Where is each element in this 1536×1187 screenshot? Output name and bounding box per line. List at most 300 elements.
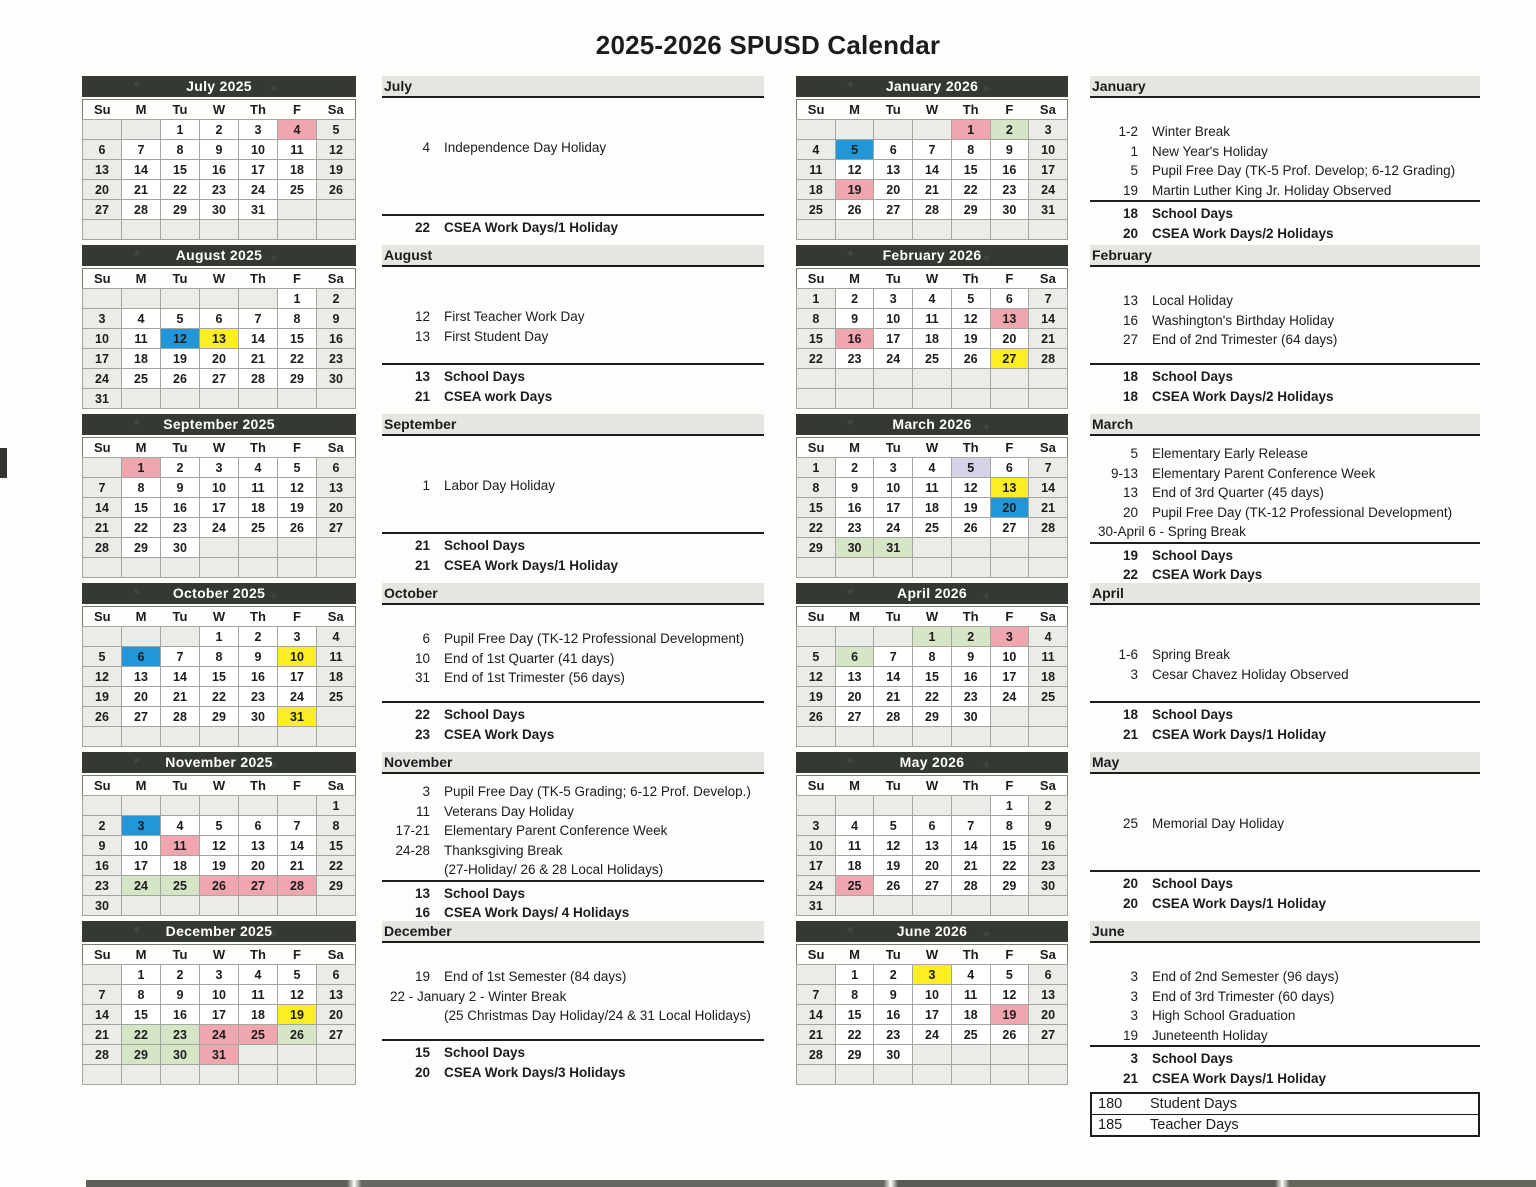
day-cell: 11: [1029, 647, 1068, 667]
day-cell: [122, 1065, 161, 1085]
day-cell: 24: [874, 349, 913, 369]
day-cell: 4: [239, 965, 278, 985]
day-cell: [83, 1065, 122, 1085]
day-cell: 22: [317, 856, 356, 876]
day-cell: 27: [835, 707, 874, 727]
day-cell: 23: [239, 687, 278, 707]
day-cell: 29: [990, 876, 1029, 896]
day-cell: 10: [1029, 140, 1068, 160]
day-cell: [835, 220, 874, 240]
weekday-header: Tu: [885, 947, 901, 962]
day-cell: 15: [835, 1005, 874, 1025]
weekday-header: M: [135, 778, 147, 793]
day-cell: 6: [239, 816, 278, 836]
weekday-header: M: [849, 947, 860, 962]
day-cell: 10: [200, 985, 239, 1005]
day-cell: [797, 627, 836, 647]
week-row: [83, 965, 356, 985]
event-row: [1090, 967, 1480, 987]
weekday-header: Th: [962, 271, 979, 286]
event-date: 3: [1130, 666, 1138, 682]
weekday-header: Sa: [1039, 102, 1056, 117]
month-notes: [1090, 414, 1480, 583]
day-cell: 25: [797, 200, 836, 220]
day-cell: 3: [239, 120, 278, 140]
summary-label: CSEA work Days: [444, 388, 553, 404]
event-label: Winter Break: [1152, 124, 1231, 139]
month-calendar: [82, 583, 356, 752]
summary-label: School Days: [1152, 369, 1234, 384]
weekday-header: M: [849, 271, 860, 286]
day-cell: 16: [161, 1005, 200, 1025]
day-cell: [835, 896, 874, 916]
week-row: [83, 349, 356, 369]
day-cell: 13: [317, 478, 356, 498]
summary-label: School Days: [1152, 707, 1234, 722]
summary-row: [382, 705, 764, 725]
day-cell: [317, 538, 356, 558]
weekday-header: F: [1005, 440, 1014, 455]
day-cell: 15: [200, 667, 239, 687]
event-date: 25: [1122, 816, 1138, 831]
day-cell: [83, 558, 122, 578]
weekday-header: Tu: [885, 271, 901, 286]
month-notes-title: September: [382, 414, 764, 436]
month-summary: [382, 1039, 764, 1082]
day-cell: 29: [797, 538, 836, 558]
month-notes-title: November: [382, 752, 764, 774]
day-cell: 13: [122, 667, 161, 687]
weekday-header: Su: [807, 271, 825, 286]
month-events: [382, 629, 764, 688]
day-cell: [239, 1065, 278, 1085]
event-row: 22 - January 2 - Winter Break: [390, 988, 567, 1004]
day-cell: 1: [951, 120, 990, 140]
day-cell: 13: [200, 329, 239, 349]
day-cell: [278, 1045, 317, 1065]
day-cell: [1029, 538, 1068, 558]
event-date: [382, 1006, 430, 1026]
day-cell: 5: [161, 309, 200, 329]
day-cell: 2: [874, 965, 913, 985]
page-title: 2025-2026 SPUSD Calendar: [595, 30, 941, 60]
week-row: [797, 647, 1068, 667]
day-cell: 7: [1029, 458, 1068, 478]
day-cell: [83, 458, 122, 478]
day-cell: 7: [951, 816, 990, 836]
day-cell: 26: [161, 369, 200, 389]
day-cell: [990, 896, 1029, 916]
day-cell: 24: [797, 876, 836, 896]
event-date: 24-28: [395, 842, 430, 858]
day-cell: 26: [278, 518, 317, 538]
day-cell: [239, 796, 278, 816]
event-row: [1090, 503, 1480, 523]
day-cell: 28: [951, 876, 990, 896]
day-cell: [83, 220, 122, 240]
day-cell: 26: [951, 349, 990, 369]
day-cell: [874, 896, 913, 916]
day-cell: 27: [990, 349, 1029, 369]
month-calendar: [796, 245, 1068, 414]
week-row: [797, 687, 1068, 707]
day-cell: 11: [278, 140, 317, 160]
day-cell: 26: [797, 707, 836, 727]
summary-row: [382, 1063, 764, 1083]
event-label: Elementary Parent Conference Week: [444, 823, 668, 838]
weekday-header: Su: [807, 440, 825, 455]
event-date: 4: [422, 140, 430, 155]
week-row: [83, 329, 356, 349]
day-cell: 16: [200, 160, 239, 180]
day-cell: 2: [200, 120, 239, 140]
week-row: [83, 160, 356, 180]
day-cell: 1: [990, 796, 1029, 816]
event-date: 9-13: [1110, 465, 1138, 481]
day-cell: 30: [317, 369, 356, 389]
day-cell: 12: [278, 985, 317, 1005]
day-cell: 9: [951, 647, 990, 667]
day-cell: 25: [239, 518, 278, 538]
day-cell: [835, 389, 874, 409]
week-row: [83, 727, 356, 747]
day-cell: [797, 727, 836, 747]
event-label: End of 1st Semester (84 days): [444, 969, 627, 984]
day-cell: 10: [200, 478, 239, 498]
day-cell: 2: [1029, 796, 1068, 816]
day-cell: [797, 1065, 836, 1085]
day-cell: [951, 389, 990, 409]
day-cell: 6: [874, 140, 913, 160]
day-cell: 18: [161, 856, 200, 876]
month-calendar-title: November 2025: [82, 752, 356, 773]
day-cell: [317, 1065, 356, 1085]
day-cell: 20: [990, 329, 1029, 349]
weekday-header: W: [212, 102, 226, 117]
day-cell: [1029, 707, 1068, 727]
day-cell: [83, 796, 122, 816]
day-cell: 14: [122, 160, 161, 180]
summary-label: CSEA Work Days/2 Holidays: [1152, 225, 1334, 241]
weekday-header: M: [849, 609, 860, 624]
weekday-header-row: [83, 945, 356, 965]
calendar-column-fall: [82, 76, 356, 1137]
month-notes-title: May: [1090, 752, 1480, 774]
day-cell: 6: [83, 140, 122, 160]
day-cell: 2: [951, 627, 990, 647]
day-cell: 15: [317, 836, 356, 856]
day-cell: 6: [317, 965, 356, 985]
day-cell: 14: [797, 1005, 836, 1025]
day-cell: [278, 220, 317, 240]
day-cell: [239, 727, 278, 747]
day-cell: [122, 796, 161, 816]
day-cell: 15: [990, 836, 1029, 856]
summary-row: [1090, 894, 1480, 914]
day-cell: [239, 558, 278, 578]
weekday-header: Sa: [327, 778, 344, 793]
day-cell: 8: [951, 140, 990, 160]
event-label: Cesar Chavez Holiday Observed: [1152, 666, 1349, 682]
month-calendar-title: April 2026: [796, 583, 1068, 604]
day-cell: [990, 389, 1029, 409]
day-cell: [317, 389, 356, 409]
scan-artifact-bottom: [86, 1180, 1536, 1187]
day-cell: 18: [1029, 667, 1068, 687]
day-cell: [990, 538, 1029, 558]
summary-label: School Days: [444, 707, 526, 722]
day-cell: [317, 1045, 356, 1065]
day-cell: 11: [913, 309, 952, 329]
day-cell: [913, 220, 952, 240]
event-label: Washington's Birthday Holiday: [1152, 312, 1335, 328]
event-row: [382, 327, 764, 347]
weekday-header-row: [83, 100, 356, 120]
summary-row: [1090, 224, 1480, 244]
summary-count: 18: [1122, 369, 1138, 384]
day-cell: 11: [317, 647, 356, 667]
day-cell: 28: [83, 538, 122, 558]
day-cell: 13: [990, 478, 1029, 498]
day-cell: 21: [122, 180, 161, 200]
day-cell: 9: [161, 478, 200, 498]
day-cell: 19: [200, 856, 239, 876]
day-cell: 12: [951, 309, 990, 329]
week-row: [797, 120, 1068, 140]
event-row: [382, 649, 764, 669]
week-row: [797, 1045, 1068, 1065]
day-cell: 5: [278, 458, 317, 478]
event-label: Memorial Day Holiday: [1152, 816, 1285, 831]
day-cell: 3: [797, 816, 836, 836]
weekday-header: Tu: [172, 778, 188, 793]
weekday-header: W: [212, 609, 226, 624]
day-cell: 9: [1029, 816, 1068, 836]
day-cell: 25: [161, 876, 200, 896]
day-cell: [278, 1065, 317, 1085]
week-row: [797, 836, 1068, 856]
weekday-header: Su: [807, 609, 825, 624]
day-cell: 6: [913, 816, 952, 836]
week-row: [83, 458, 356, 478]
week-row: [83, 200, 356, 220]
day-cell: 1: [797, 458, 836, 478]
month-notes-title: July: [382, 76, 764, 98]
day-cell: 18: [797, 180, 836, 200]
week-row: [797, 478, 1068, 498]
event-label: First Student Day: [444, 328, 549, 344]
day-cell: [200, 220, 239, 240]
weekday-header: Sa: [1039, 440, 1056, 455]
summary-count: 21: [414, 388, 430, 404]
day-cell: 7: [161, 647, 200, 667]
day-cell: 25: [122, 369, 161, 389]
weekday-header-row: [83, 438, 356, 458]
event-date: [382, 860, 430, 880]
event-label: Labor Day Holiday: [444, 478, 556, 493]
week-row: [797, 816, 1068, 836]
event-row: [1090, 181, 1480, 201]
day-cell: 1: [797, 289, 836, 309]
day-cell: 24: [83, 369, 122, 389]
week-row: [797, 349, 1068, 369]
event-row: [1090, 814, 1480, 834]
day-cell: [278, 727, 317, 747]
day-cell: [797, 369, 836, 389]
summary-label: School Days: [1152, 206, 1234, 221]
day-cell: 10: [797, 836, 836, 856]
day-cell: [990, 707, 1029, 727]
month-notes: [382, 245, 764, 414]
weekday-header: Tu: [172, 440, 188, 455]
week-row: [83, 289, 356, 309]
event-label: (27-Holiday/ 26 & 28 Local Holidays): [444, 862, 664, 877]
day-cell: [951, 558, 990, 578]
day-cell: [874, 796, 913, 816]
day-cell: [913, 727, 952, 747]
event-label: Veterans Day Holiday: [444, 803, 574, 819]
day-cell: [278, 538, 317, 558]
day-cell: 17: [278, 667, 317, 687]
weekday-header: M: [135, 102, 147, 117]
week-row: [797, 856, 1068, 876]
day-cell: 10: [913, 985, 952, 1005]
week-row: [83, 498, 356, 518]
summary-row: [1090, 1069, 1480, 1089]
week-row: [797, 727, 1068, 747]
month-events: [382, 967, 764, 1026]
day-cell: [278, 389, 317, 409]
weekday-header: M: [135, 271, 147, 286]
week-row: [83, 220, 356, 240]
event-label: Juneteenth Holiday: [1152, 1027, 1268, 1043]
day-cell: [83, 727, 122, 747]
day-cell: 14: [1029, 309, 1068, 329]
day-cell: 12: [278, 478, 317, 498]
event-row: [382, 307, 764, 327]
weekday-header: Th: [962, 102, 979, 117]
day-cell: 4: [835, 816, 874, 836]
day-cell: 2: [317, 289, 356, 309]
day-cell: [278, 558, 317, 578]
day-cell: 23: [1029, 856, 1068, 876]
event-date: 5: [1130, 446, 1138, 461]
weekday-header: W: [925, 440, 939, 455]
weekday-header: Sa: [327, 947, 344, 962]
day-cell: 28: [913, 200, 952, 220]
day-cell: 4: [913, 458, 952, 478]
day-cell: [200, 1065, 239, 1085]
week-row: [83, 309, 356, 329]
week-row: [83, 518, 356, 538]
weekday-header: Su: [807, 102, 825, 117]
week-row: [797, 289, 1068, 309]
month-notes-title: January: [1090, 76, 1480, 98]
day-cell: [990, 1045, 1029, 1065]
month-notes-title: December: [382, 921, 764, 943]
day-cell: [239, 220, 278, 240]
day-cell: [200, 727, 239, 747]
event-row: [1090, 142, 1480, 162]
week-row: [83, 687, 356, 707]
day-cell: 23: [161, 518, 200, 538]
day-cell: 25: [1029, 687, 1068, 707]
weekday-header-row: [83, 269, 356, 289]
summary-count: 13: [414, 369, 430, 384]
day-cell: 28: [161, 707, 200, 727]
day-cell: 16: [239, 667, 278, 687]
week-row: [83, 1005, 356, 1025]
day-cell: [951, 220, 990, 240]
week-row: [797, 369, 1068, 389]
day-cell: 18: [951, 1005, 990, 1025]
event-row: [1090, 1006, 1480, 1026]
weekday-header: F: [293, 102, 301, 117]
day-cell: [1029, 896, 1068, 916]
week-row: [797, 627, 1068, 647]
day-cell: [161, 1065, 200, 1085]
day-cell: 21: [83, 1025, 122, 1045]
day-cell: 1: [122, 458, 161, 478]
month-notes-title: June: [1090, 921, 1480, 943]
day-cell: [913, 538, 952, 558]
month-events: [1090, 814, 1480, 834]
weekday-header: Tu: [885, 102, 901, 117]
day-cell: 31: [200, 1045, 239, 1065]
day-cell: 20: [835, 687, 874, 707]
weekday-header: F: [293, 271, 301, 286]
summary-row: [1090, 367, 1480, 387]
day-cell: 25: [951, 1025, 990, 1045]
day-cell: 22: [122, 1025, 161, 1045]
day-cell: 27: [874, 200, 913, 220]
day-cell: 11: [239, 478, 278, 498]
day-cell: 16: [951, 667, 990, 687]
day-cell: [161, 558, 200, 578]
day-cell: 5: [797, 647, 836, 667]
summary-count: 20: [1122, 895, 1138, 911]
day-cell: 16: [1029, 836, 1068, 856]
day-cell: [161, 796, 200, 816]
day-cell: 22: [797, 518, 836, 538]
day-cell: 19: [278, 1005, 317, 1025]
month-notes: [382, 76, 764, 245]
weekday-header: W: [212, 271, 226, 286]
day-cell: 4: [317, 627, 356, 647]
week-row: [797, 200, 1068, 220]
day-cell: [161, 289, 200, 309]
event-date: 19: [1122, 1027, 1138, 1043]
day-cell: 22: [200, 687, 239, 707]
month-grid: [796, 775, 1068, 916]
month-calendar-title: October 2025: [82, 583, 356, 604]
day-cell: 16: [317, 329, 356, 349]
day-cell: 17: [83, 349, 122, 369]
event-row: [1090, 464, 1480, 484]
day-cell: 14: [951, 836, 990, 856]
day-cell: 14: [913, 160, 952, 180]
day-cell: 8: [161, 140, 200, 160]
day-cell: 21: [1029, 329, 1068, 349]
day-cell: 18: [122, 349, 161, 369]
day-cell: 9: [161, 985, 200, 1005]
day-cell: 30: [1029, 876, 1068, 896]
weekday-header: M: [849, 102, 860, 117]
event-row: 30-April 6 - Spring Break: [1098, 524, 1246, 539]
week-row: [83, 120, 356, 140]
day-cell: 18: [317, 667, 356, 687]
day-cell: 8: [200, 647, 239, 667]
